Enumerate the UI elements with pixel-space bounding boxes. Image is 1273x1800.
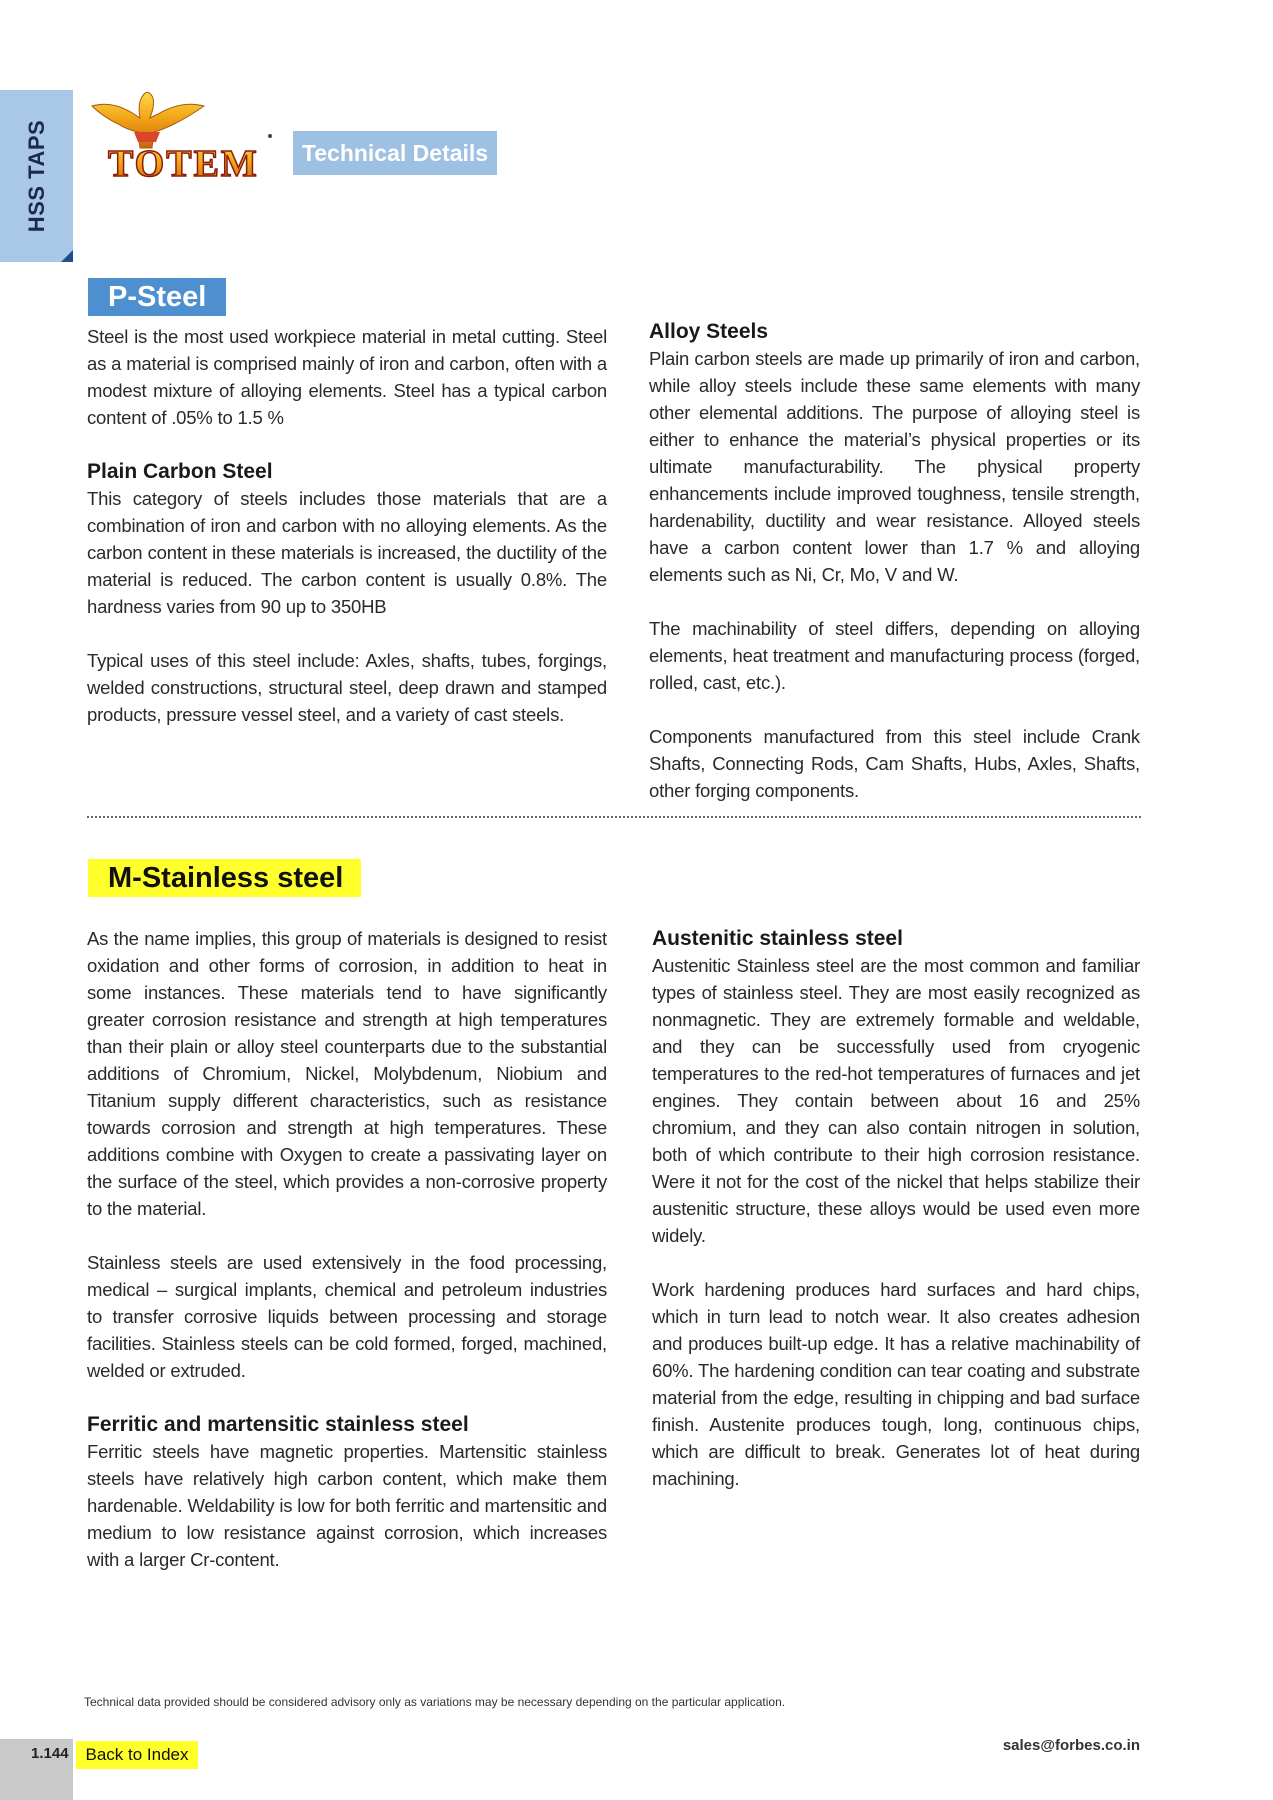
- totem-logo: [82, 88, 282, 184]
- ferritic-paragraph: Ferritic steels have magnetic properties. Martensitic stainless steels have relatively high carbon content, which make them hardenable. Weldability is low for both ferritic and martensitic and medium to low resistance against corrosion, which increases with a larger Cr-content.: [87, 1441, 607, 1570]
- section-divider: [87, 816, 1141, 818]
- eagle-icon: [92, 92, 204, 148]
- m-stainless-right-column: [652, 925, 1140, 1492]
- plain-carbon-paragraph-1: This category of steels includes those materials that are a combination of iron and carbon with no alloying elements. As the carbon content in these materials is increased, the ductility of the material is reduced. The carbon content is usually 0.8%. The hardness varies from 90 up to 350HB: [87, 488, 607, 617]
- austenitic-paragraph-1: Austenitic Stainless steel are the most common and familiar types of stainless steel. They are most easily recognized as nonmagnetic. They are extremely formable and weldable, and they can be successfully used from cryogenic temperatures to the red-hot temperatures of furnaces and jet engines. They contain between about 16 and 25% chromium, and they can also contain nitrogen in solution, both of which contribute to their high corrosion resistance. Were it not for the cost of the nickel that helps stabilize their austenitic structure, these alloys would be used even more widely.: [652, 955, 1140, 1246]
- technical-details-badge: Technical Details: [293, 131, 497, 175]
- p-steel-intro: Steel is the most used workpiece material in metal cutting. Steel as a material is comprised mainly of iron and carbon, often with a modest mixture of alloying elements. Steel has a typical carbon content of .05% to 1.5 %: [87, 326, 607, 428]
- alloy-steels-paragraph-3: Components manufactured from this steel include Crank Shafts, Connecting Rods, Cam Shafts, Hubs, Axles, Shafts, other forging components.: [649, 726, 1140, 801]
- p-steel-right-column: [649, 318, 1140, 804]
- p-steel-tag: P-Steel: [88, 278, 226, 316]
- contact-email-link[interactable]: sales@forbes.co.in: [1002, 1737, 1140, 1754]
- ferritic-heading: Ferritic and martensitic stainless steel: [87, 1413, 469, 1436]
- m-stainless-intro-1: As the name implies, this group of materials is designed to resist oxidation and other forms of corrosion, in addition to heat in some instances. These materials tend to have significantly greater corrosion resistance and strength at high temperatures than their plain or alloy steel counterparts due to the substantial additions of Chromium, Nickel, Molybdenum, Niobium and Titanium supply different characteristics, such as resistance towards corrosion and strength at high temperatures. These additions combine with Oxygen to create a passivating layer on the surface of the steel, which provides a non-corrosive property to the material.: [87, 928, 607, 1219]
- alloy-steels-paragraph-2: The machinability of steel differs, depending on alloying elements, heat treatment and manufacturing process (forged, rolled, cast, etc.).: [649, 618, 1140, 693]
- brand-wordmark: TOTEM: [108, 143, 259, 184]
- austenitic-heading: Austenitic stainless steel: [652, 927, 903, 950]
- p-steel-left-column: [87, 323, 607, 728]
- austenitic-paragraph-2: Work hardening produces hard surfaces and hard chips, which in turn lead to notch wear. It also creates adhesion and produces built-up edge. It has a relative machinability of 60%. The hardening condition can tear coating and substrate material from the edge, resulting in chipping and bad surface finish. Austenite produces tough, long, continuous chips, which are difficult to break. Generates lot of heat during machining.: [652, 1279, 1140, 1489]
- back-to-index-button[interactable]: Back to Index: [76, 1741, 198, 1769]
- m-stainless-left-column: [87, 925, 607, 1573]
- disclaimer-text: Technical data provided should be considered advisory only as variations may be necessary depending on the particular application.: [84, 1695, 786, 1709]
- plain-carbon-paragraph-2: Typical uses of this steel include: Axles, shafts, tubes, forgings, welded constructions, structural steel, deep drawn and stamped products, pressure vessel steel, and a variety of cast steels.: [87, 650, 607, 725]
- side-tab-corner: [61, 250, 73, 262]
- m-stainless-tag: M-Stainless steel: [88, 859, 361, 897]
- page-number: 1.144: [31, 1745, 69, 1762]
- m-stainless-intro-2: Stainless steels are used extensively in the food processing, medical – surgical implants, chemical and petroleum industries to transfer corrosive liquids between processing and storage facilities. Stainless steels can be cold formed, forged, machined, welded or extruded.: [87, 1252, 607, 1381]
- side-tab-label: HSS TAPS: [24, 119, 49, 233]
- plain-carbon-heading: Plain Carbon Steel: [87, 460, 273, 483]
- alloy-steels-paragraph-1: Plain carbon steels are made up primarily of iron and carbon, while alloy steels include these same elements with many other elemental additions. The purpose of alloying steel is either to enhance the material’s physical properties or its ultimate manufacturability. The physical property enhancements include improved toughness, tensile strength, hardenability, ductility and wear resistance. Alloyed steels have a carbon content lower than 1.7 % and alloying elements such as Ni, Cr, Mo, V and W.: [649, 348, 1140, 585]
- alloy-steels-heading: Alloy Steels: [649, 320, 769, 343]
